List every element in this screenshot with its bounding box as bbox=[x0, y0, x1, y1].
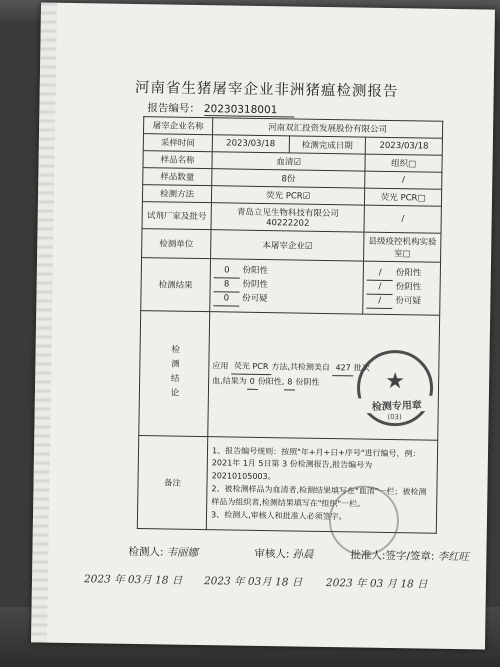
reagent-maker: 青岛立见生物科技有限公司 bbox=[236, 207, 340, 220]
label-method: 检测方法 bbox=[142, 185, 211, 203]
result-line bbox=[213, 292, 360, 308]
approver-signature bbox=[350, 547, 469, 564]
result-type: 份阴性 bbox=[242, 279, 268, 290]
result-line bbox=[367, 295, 437, 310]
label-finish-date: 检测完成日期 bbox=[289, 136, 366, 154]
label-sample-name: 样品名称 bbox=[143, 151, 212, 169]
label-sample-date: 采样时间 bbox=[143, 134, 212, 152]
value-unit-county-lab: 县级疫控机构实验室□ bbox=[364, 232, 441, 262]
row-unit bbox=[142, 229, 441, 263]
value-sample-name-tissue: 组织□ bbox=[365, 154, 442, 172]
approver-date: 2023 年 03 月 18 日 bbox=[325, 577, 428, 591]
reagent-batch: 40222202 bbox=[266, 218, 310, 229]
report-number-value: 20230318001 bbox=[204, 103, 294, 117]
stamp-text: 检测专用章 bbox=[358, 396, 436, 414]
value-sample-count-tissue: / bbox=[365, 171, 442, 189]
report-number-label: 报告编号： bbox=[147, 102, 200, 115]
approver-label-suffix: 签字/签章: bbox=[385, 549, 435, 563]
result-count: / bbox=[367, 266, 393, 281]
conclusion-negative: 8 bbox=[284, 375, 295, 390]
report-table bbox=[137, 116, 443, 534]
conclusion-positive: 0 bbox=[247, 375, 258, 390]
label-notes: 备注 bbox=[137, 436, 207, 530]
label-unit: 检测单位 bbox=[142, 229, 211, 259]
conclusion-total: 427 bbox=[332, 362, 354, 377]
value-method-serum: 荧光 PCR☑ bbox=[211, 186, 365, 205]
result-line bbox=[367, 266, 437, 281]
result-count: / bbox=[367, 295, 393, 310]
label-results: 检测结果 bbox=[141, 258, 211, 312]
value-sample-count-serum: 8份 bbox=[212, 169, 366, 188]
reviewer-label: 审核人: bbox=[254, 547, 290, 561]
label-conclusion bbox=[139, 311, 210, 437]
conclusion-text: 应用 bbox=[212, 361, 229, 371]
value-reagent-serum bbox=[211, 203, 365, 232]
label-reagent: 试剂厂家及批号 bbox=[142, 202, 211, 230]
faint-stamp bbox=[328, 485, 399, 556]
result-count: / bbox=[367, 281, 393, 296]
official-stamp bbox=[353, 349, 433, 426]
value-results-tissue bbox=[363, 261, 441, 315]
tester-label: 检测人: bbox=[128, 545, 164, 559]
tester-name: 韦丽娜 bbox=[166, 546, 199, 560]
label-company: 屠宰企业名称 bbox=[144, 117, 213, 135]
label-sample-count: 样品数量 bbox=[143, 168, 212, 186]
result-type: 份阳性 bbox=[395, 267, 422, 279]
result-count: 0 bbox=[213, 292, 239, 307]
conclusion-method: 荧光 PCR bbox=[231, 360, 272, 375]
conclusion-text: 份阴性 bbox=[295, 377, 320, 387]
value-notes: 1、报告编号规则：按照"年+月+日+序号"进行编号，例：2021年 1月 5日第 3 份检测报告,报告编号为 20210105003。 2、被检测样品为血清者,检测结果填写在"血清"一栏；被检测样品为组织者,检测结果填写在"组织"一栏。 3、检测人,审核人和批准人必须签字。 bbox=[206, 437, 437, 534]
value-finish-date: 2023/03/18 bbox=[366, 137, 443, 155]
reviewer-name: 孙晨 bbox=[292, 548, 314, 561]
row-results bbox=[141, 258, 441, 316]
conclusion-text: 份阳性, bbox=[257, 376, 285, 387]
value-method-tissue: 荧光 PCR□ bbox=[365, 188, 442, 206]
value-reagent-tissue: / bbox=[364, 205, 441, 233]
conclusion-text: 方法,共检测美自 bbox=[271, 362, 331, 373]
page-title: 河南省生猪屠宰企业非洲猪瘟检测报告 bbox=[134, 79, 399, 101]
reviewer-date: 2023 年 03月 18 日 bbox=[203, 575, 303, 589]
tester-signature bbox=[128, 544, 198, 560]
approver-label: 批准人: bbox=[350, 549, 386, 562]
tester-date: 2023 年 03月 18 日 bbox=[83, 573, 183, 587]
report-paper bbox=[31, 2, 495, 649]
result-count: 8 bbox=[214, 278, 240, 293]
value-unit-enterprise: 本屠宰企业☑ bbox=[211, 230, 365, 261]
conclusion-text: 血,结果为 bbox=[212, 376, 247, 386]
value-sample-name-serum: 血清☑ bbox=[212, 152, 366, 171]
stamp-number: (03) bbox=[387, 412, 402, 422]
result-count: 0 bbox=[214, 264, 240, 279]
value-sample-date: 2023/03/18 bbox=[212, 135, 289, 153]
result-type: 份可疑 bbox=[242, 293, 268, 305]
result-type: 份可疑 bbox=[395, 296, 422, 307]
conclusion-text: 批次 bbox=[353, 363, 370, 374]
result-line bbox=[367, 281, 437, 296]
value-company: 河南双汇投资发展股份有限公司 bbox=[212, 118, 442, 139]
stamp-star-icon: ★ bbox=[385, 368, 406, 395]
reviewer-signature bbox=[254, 546, 313, 562]
value-results-serum bbox=[210, 259, 364, 314]
report-number bbox=[147, 100, 294, 117]
approver-name: 李红旺 bbox=[437, 550, 470, 564]
result-type: 份阴性 bbox=[395, 281, 422, 293]
conclusion-label-text: 检测结论 bbox=[168, 344, 180, 403]
result-type: 份阳性 bbox=[242, 265, 269, 276]
